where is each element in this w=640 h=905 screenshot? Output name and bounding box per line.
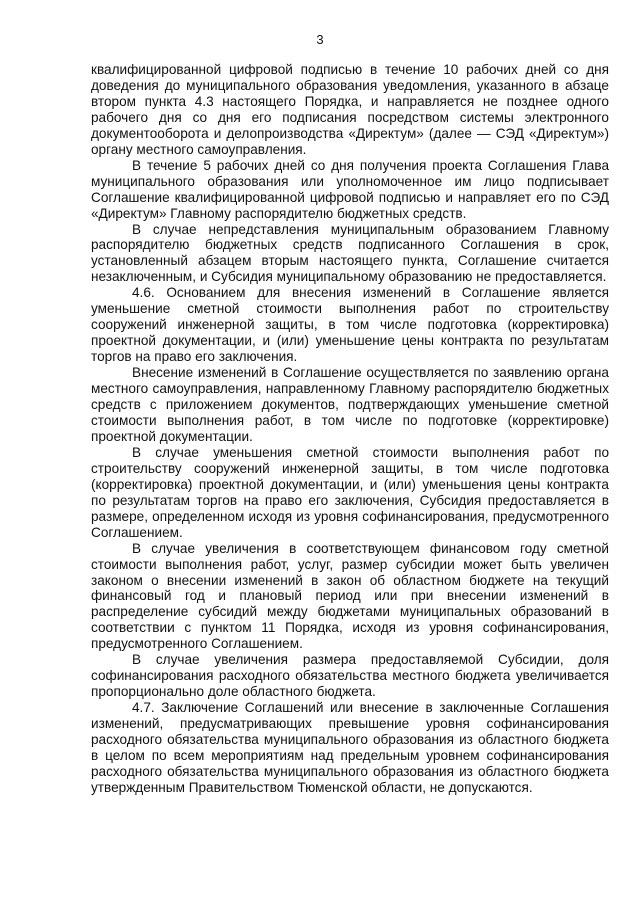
paragraph-6: В случае уменьшения сметной стоимости выполнения работ по строительству сооружений инженерной защиты, в том числе подготовка (корректировка) проектной документации, и (или) уменьшения цены контракта по результатам торгов на право его заключения, Субсидия предоставляется в размере, определенном исходя из уровня софинансирования, предусмотренного Соглашением. [91,444,609,540]
paragraph-4-7: 4.7. Заключение Соглашений или внесение в заключенные Соглашения изменений, предусматривающих превышение уровня софинансирования расходного обязательства муниципального образования из областного бюджета в целом по всем мероприятиям над предельным уровнем софинансирования расходного обязательства муниципального образования из областного бюджета утвержденным Правительством Тюменской области, не допускаются. [91,700,609,795]
paragraph-8: В случае увеличения размера предоставляемой Субсидии, доля софинансирования расходного обязательства местного бюджета увеличивается пропорционально доле областного бюджета. [91,652,609,700]
paragraph-4-6: 4.6. Основанием для внесения изменений в Соглашение является уменьшение сметной стоимости выполнения работ по строительству сооружений инженерной защиты, в том числе подготовка (корректировка) проектной документации, и (или) уменьшение цены контракта по результатам торгов на право его заключения. [91,285,609,365]
paragraph-3: В случае непредставления муниципальным образованием Главному распорядителю бюджетных средств подписанного Соглашения в срок, установленный абзацем вторым настоящего пункта, Соглашение считается незаключенным, и Субсидия муниципальному образованию не предоставляется. [91,221,609,285]
paragraph-5: Внесение изменений в Соглашение осуществляется по заявлению органа местного самоуправления, направленному Главному распорядителю бюджетных средств с приложением документов, подтверждающих уменьшение сметной стоимости выполнения работ, в том числе по подготовке (корректировке) проектной документации. [91,365,609,444]
page-number: 3 [316,32,324,47]
paragraph-2: В течение 5 рабочих дней со дня получения проекта Соглашения Глава муниципального образования или уполномоченное им лицо подписывает Соглашение квалифицированной цифровой подписью и направляет его по СЭД «Директум» Главному распорядителю бюджетных средств. [91,157,609,221]
paragraph-1: квалифицированной цифровой подписью в течение 10 рабочих дней со дня доведения до муниципального образования уведомления, указанного в абзаце втором пункта 4.3 настоящего Порядка, и направляется не позднее одного рабочего дня со дня его подписания посредством системы электронного документооборота и делопроизводства «Директум» (далее — СЭД «Директум») органу местного самоуправления. [91,62,609,157]
paragraph-7: В случае увеличения в соответствующем финансовом году сметной стоимости выполнения работ, услуг, размер субсидии может быть увеличен законом о внесении изменений в закон об областном бюджете на текущий финансовый год и плановый период или при внесении изменений в распределение субсидий между бюджетами муниципальных образований в соответствии с пунктом 11 Порядка, исходя из уровня софинансирования, предусмотренного Соглашением. [91,540,609,652]
document-body [91,62,609,796]
